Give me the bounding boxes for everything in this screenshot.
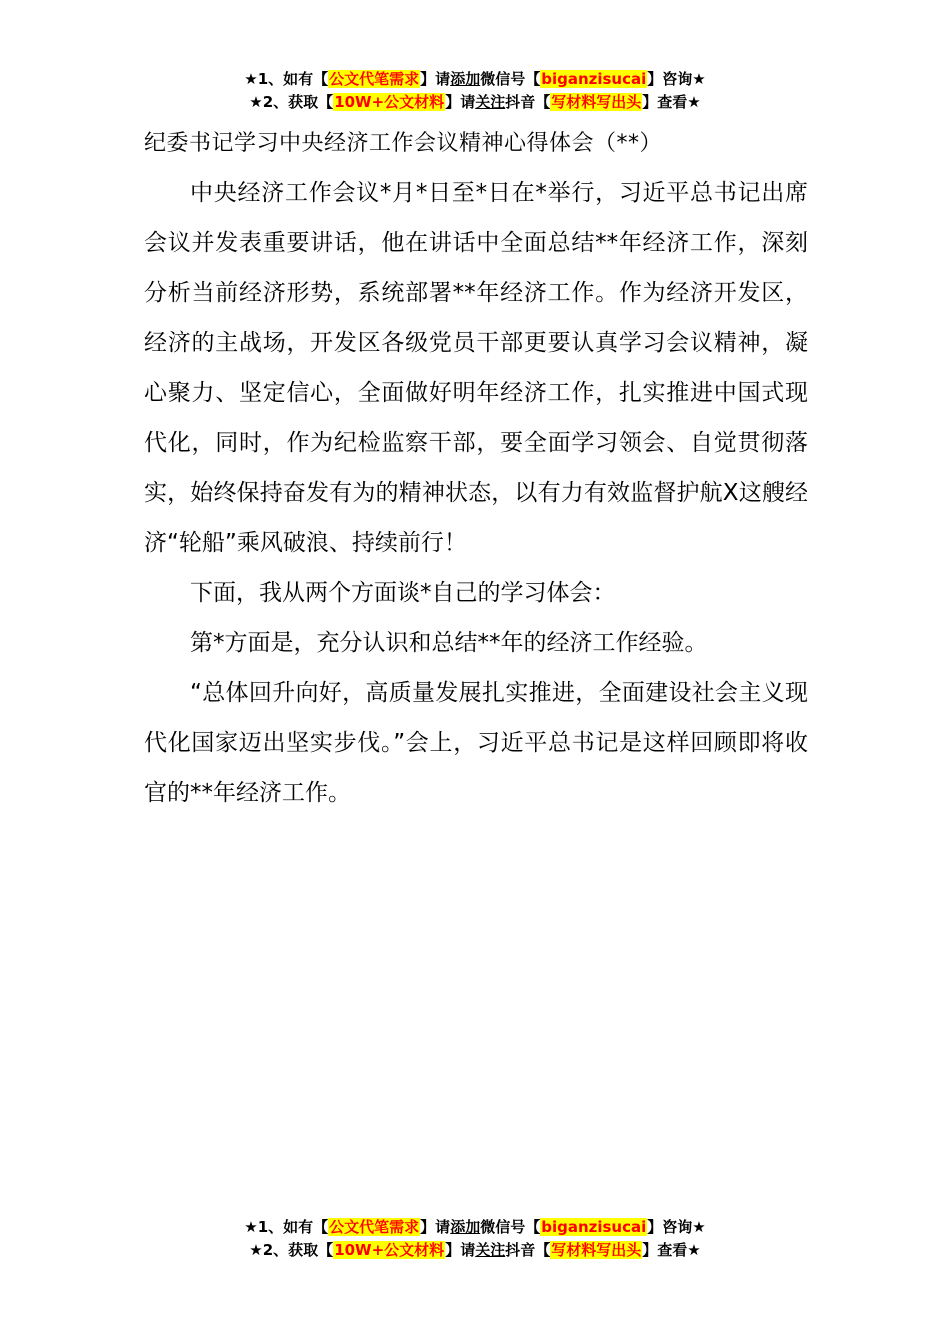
banner-highlight: biganzisucai: [541, 70, 647, 88]
banner-text: 】咨询★: [647, 70, 706, 88]
banner-text: 微信号【: [480, 70, 541, 88]
header-banner: [0, 68, 950, 114]
banner-underline: 关注: [475, 1241, 506, 1259]
banner-text: 】查看★: [642, 1241, 701, 1259]
banner-text: ★2、获取【: [249, 93, 334, 111]
paragraph: 中央经济工作会议*月*日至*日在*举行，习近平总书记出席会议并发表重要讲话，他在讲话中全面总结**年经济工作，深刻分析当前经济形势，系统部署**年经济工作。作为经济开发区，经济的主战场，开发区各级党员干部更要认真学习会议精神，凝心聚力、坚定信心，全面做好明年经济工作，扎实推进中国式现代化，同时，作为纪检监察干部，要全面学习领会、自觉贯彻落实，始终保持奋发有为的精神状态，以有力有效监督护航X这艘经济“轮船”乘风破浪、持续前行！: [144, 180, 808, 556]
document-title: 纪委书记学习中央经济工作会议精神心得体会（**）: [144, 131, 663, 156]
banner-text: ★1、如有【: [244, 70, 329, 88]
banner-highlight: 公文代笔需求: [329, 1218, 420, 1236]
banner-text: 】请: [445, 1241, 476, 1259]
banner-underline: 添加: [450, 70, 481, 88]
banner-highlight: 10W+公文材料: [334, 93, 445, 111]
banner-text: 】请: [420, 70, 451, 88]
banner-text: 】请: [420, 1218, 451, 1236]
banner-line-2: [0, 1239, 950, 1262]
paragraph: 下面，我从两个方面谈*自己的学习体会：: [190, 580, 616, 606]
banner-line-2: [0, 91, 950, 114]
banner-highlight: biganzisucai: [541, 1218, 647, 1236]
footer-banner: [0, 1216, 950, 1262]
banner-underline: 关注: [475, 93, 506, 111]
banner-line-1: [0, 1216, 950, 1239]
banner-line-1: [0, 68, 950, 91]
banner-text: 】咨询★: [647, 1218, 706, 1236]
banner-text: ★2、获取【: [249, 1241, 334, 1259]
banner-text: 抖音【: [505, 93, 551, 111]
banner-text: ★1、如有【: [244, 1218, 329, 1236]
banner-highlight: 写材料写出头: [551, 1241, 642, 1259]
banner-text: 】查看★: [642, 93, 701, 111]
banner-highlight: 10W+公文材料: [334, 1241, 445, 1259]
banner-text: 抖音【: [505, 1241, 551, 1259]
paragraph: “总体回升向好，高质量发展扎实推进，全面建设社会主义现代化国家迈出坚实步伐。”会上，习近平总书记是这样回顾即将收官的**年经济工作。: [144, 680, 808, 806]
banner-highlight: 写材料写出头: [551, 93, 642, 111]
paragraph: 第*方面是，充分认识和总结**年的经济工作经验。: [190, 630, 708, 656]
document-body: [144, 168, 808, 818]
banner-highlight: 公文代笔需求: [329, 70, 420, 88]
banner-text: 】请: [445, 93, 476, 111]
banner-underline: 添加: [450, 1218, 481, 1236]
banner-text: 微信号【: [480, 1218, 541, 1236]
